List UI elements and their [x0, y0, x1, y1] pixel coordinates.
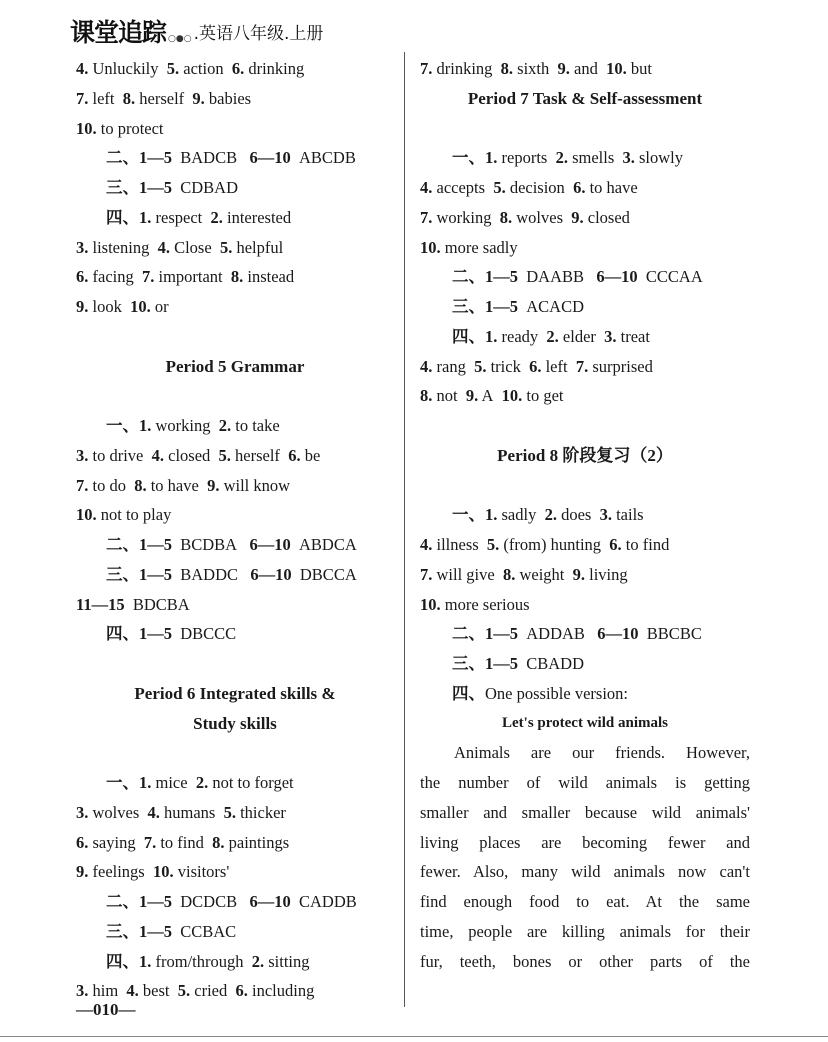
- answer-line: 三、1—5 BADDC 6—10 DBCCA: [106, 564, 357, 584]
- section-heading: Period 6 Integrated skills &: [134, 683, 336, 703]
- answer-line: 8. not 9. A 10. to get: [420, 386, 564, 406]
- essay-line: fur, teeth, bones or other parts of the: [420, 951, 750, 971]
- essay-line: fewer. Also, many wild animals now can't: [420, 862, 750, 882]
- answer-line: 9. feelings 10. visitors': [76, 862, 230, 882]
- essay-line: the number of wild animals is getting: [420, 773, 750, 792]
- answer-line: 三、1—5 ACACD: [452, 297, 585, 316]
- essay-line: smaller and smaller because wild animals': [420, 802, 750, 822]
- column-divider: [404, 52, 405, 1007]
- answer-line: 4. accepts 5. decision 6. to have: [420, 178, 638, 197]
- answer-line: 7. drinking 8. sixth 9. and 10. but: [420, 59, 652, 78]
- answer-line: 10. more serious: [420, 594, 530, 614]
- answer-line: 7. left 8. herself 9. babies: [76, 88, 252, 108]
- page-header: [70, 14, 323, 48]
- answer-line: 一、1. mice 2. not to forget: [106, 773, 294, 792]
- section-heading: Period 8 阶段复习（2）: [497, 445, 673, 465]
- answer-line: 11—15 BDCBA: [76, 594, 190, 614]
- section-heading: Period 7 Task & Self-assessment: [467, 88, 703, 108]
- answer-line: 4. rang 5. trick 6. left 7. surprised: [420, 356, 653, 376]
- answer-line: 二、1—5 BADCB 6—10 ABCDB: [106, 148, 356, 168]
- answer-line: 4. illness 5. (from) hunting 6. to find: [420, 535, 670, 554]
- answer-line: 6. saying 7. to find 8. paintings: [76, 832, 290, 852]
- page-number: —010—: [76, 1000, 136, 1019]
- answer-line: 7. will give 8. weight 9. living: [420, 564, 628, 584]
- answer-line: 7. working 8. wolves 9. closed: [420, 207, 630, 227]
- book-logo: 课堂追踪: [70, 18, 167, 47]
- logo-dots-icon: ○●○: [168, 34, 192, 44]
- answer-line: 3. to drive 4. closed 5. herself 6. be: [76, 445, 321, 465]
- essay-line: find enough food to eat. At the same: [420, 892, 750, 911]
- answer-line: 10. to protect: [76, 118, 164, 138]
- answer-line: 三、1—5 CCBAC: [106, 921, 237, 941]
- answer-line: 10. more sadly: [420, 237, 518, 257]
- right-column: [420, 54, 750, 976]
- answer-line: 4. Unluckily 5. action 6. drinking: [76, 59, 305, 78]
- answer-line: 3. wolves 4. humans 5. thicker: [76, 802, 286, 822]
- book-subtitle: .英语八年级.上册: [193, 24, 324, 44]
- answer-line: 一、1. sadly 2. does 3. tails: [452, 505, 644, 525]
- answer-line: 二、1—5 ADDAB 6—10 BBCBC: [452, 624, 702, 644]
- section-heading-cont: Study skills: [193, 713, 277, 733]
- answer-line: 四、1. respect 2. interested: [106, 207, 292, 227]
- essay-line: living places are becoming fewer and: [420, 832, 750, 852]
- answer-line: 9. look 10. or: [76, 297, 169, 316]
- answer-line: 四、One possible version:: [452, 683, 628, 703]
- bottom-rule: [0, 1036, 828, 1037]
- answer-line: 四、1—5 DBCCC: [106, 624, 237, 644]
- answer-line: 四、1. from/through 2. sitting: [106, 951, 310, 971]
- essay-title: Let's protect wild animals: [502, 714, 668, 731]
- answer-line: 二、1—5 DAABB 6—10 CCCAA: [452, 267, 703, 287]
- left-column: [76, 54, 394, 1006]
- answer-line: 3. listening 4. Close 5. helpful: [76, 237, 284, 257]
- answer-line: 一、1. reports 2. smells 3. slowly: [452, 148, 684, 168]
- answer-line: 四、1. ready 2. elder 3. treat: [452, 326, 650, 346]
- answer-line: 二、1—5 BCDBA 6—10 ABDCA: [106, 535, 357, 554]
- answer-line: 三、1—5 CDBAD: [106, 178, 239, 197]
- essay-line: Animals are our friends. However,: [454, 743, 750, 763]
- essay-line: time, people are killing animals for their: [420, 921, 750, 941]
- answer-line: 7. to do 8. to have 9. will know: [76, 475, 291, 495]
- answer-line: 三、1—5 CBADD: [452, 654, 585, 673]
- answer-line: 二、1—5 DCDCB 6—10 CADDB: [106, 892, 357, 911]
- section-heading: Period 5 Grammar: [165, 356, 305, 376]
- answer-line: 6. facing 7. important 8. instead: [76, 267, 295, 287]
- answer-line: 3. him 4. best 5. cried 6. including: [76, 981, 315, 1001]
- answer-line: 10. not to play: [76, 505, 172, 525]
- answer-line: 一、1. working 2. to take: [106, 416, 280, 435]
